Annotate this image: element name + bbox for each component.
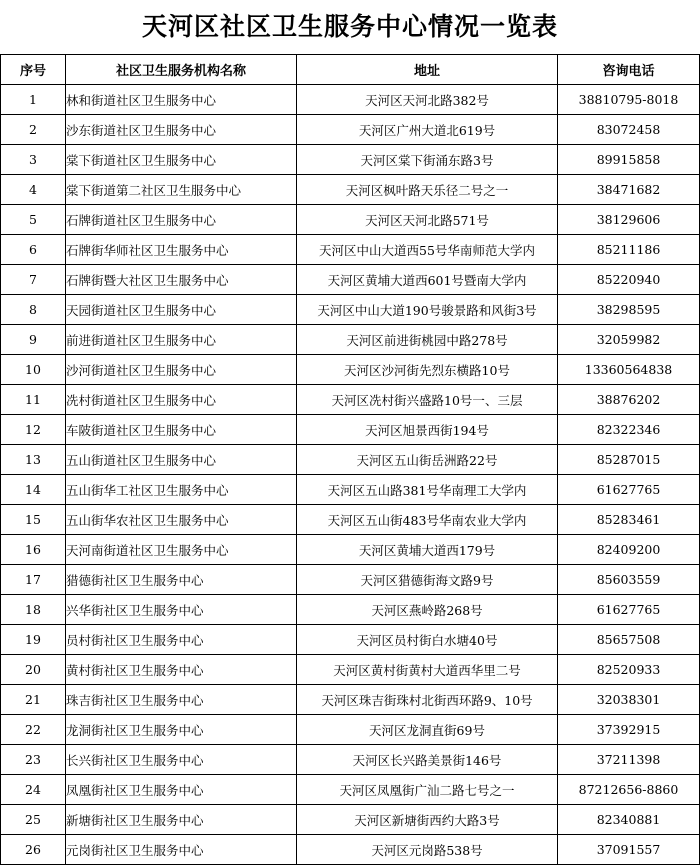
cell-no: 8 [1, 295, 66, 325]
cell-name: 车陂街道社区卫生服务中心 [66, 415, 297, 445]
cell-name: 天园街道社区卫生服务中心 [66, 295, 297, 325]
table-row [1, 235, 700, 265]
cell-phone: 85283461 [558, 505, 700, 535]
cell-phone: 38810795-8018 [558, 85, 700, 115]
cell-address: 天河区龙洞直街69号 [297, 715, 558, 745]
cell-address: 天河区冼村街兴盛路10号一、三层 [297, 385, 558, 415]
cell-no: 3 [1, 145, 66, 175]
cell-phone: 87212656-8860 [558, 775, 700, 805]
cell-phone: 89915858 [558, 145, 700, 175]
cell-name: 沙河街道社区卫生服务中心 [66, 355, 297, 385]
cell-address: 天河区黄埔大道西601号暨南大学内 [297, 265, 558, 295]
cell-name: 兴华街社区卫生服务中心 [66, 595, 297, 625]
cell-phone: 85603559 [558, 565, 700, 595]
cell-phone: 32038301 [558, 685, 700, 715]
cell-name: 员村街社区卫生服务中心 [66, 625, 297, 655]
cell-name: 新塘街社区卫生服务中心 [66, 805, 297, 835]
cell-address: 天河区黄村街黄村大道西华里二号 [297, 655, 558, 685]
cell-phone: 38129606 [558, 205, 700, 235]
cell-name: 石牌街华师社区卫生服务中心 [66, 235, 297, 265]
header-phone: 咨询电话 [558, 55, 700, 85]
table-row [1, 205, 700, 235]
table-row [1, 565, 700, 595]
table-row [1, 745, 700, 775]
cell-phone: 82520933 [558, 655, 700, 685]
cell-name: 五山街华工社区卫生服务中心 [66, 475, 297, 505]
cell-no: 19 [1, 625, 66, 655]
cell-name: 凤凰街社区卫生服务中心 [66, 775, 297, 805]
cell-no: 6 [1, 235, 66, 265]
cell-address: 天河区猎德街海文路9号 [297, 565, 558, 595]
cell-phone: 38471682 [558, 175, 700, 205]
table-row [1, 595, 700, 625]
cell-address: 天河区棠下街涌东路3号 [297, 145, 558, 175]
cell-address: 天河区沙河街先烈东横路10号 [297, 355, 558, 385]
cell-address: 天河区元岗路538号 [297, 835, 558, 865]
cell-name: 猎德街社区卫生服务中心 [66, 565, 297, 595]
cell-phone: 85657508 [558, 625, 700, 655]
table-row [1, 265, 700, 295]
cell-name: 黄村街社区卫生服务中心 [66, 655, 297, 685]
cell-address: 天河区天河北路571号 [297, 205, 558, 235]
cell-phone: 85287015 [558, 445, 700, 475]
cell-no: 24 [1, 775, 66, 805]
table-row [1, 625, 700, 655]
table-row [1, 775, 700, 805]
cell-name: 元岗街社区卫生服务中心 [66, 835, 297, 865]
cell-phone: 83072458 [558, 115, 700, 145]
cell-name: 冼村街道社区卫生服务中心 [66, 385, 297, 415]
cell-no: 10 [1, 355, 66, 385]
table-row [1, 175, 700, 205]
cell-name: 天河南街道社区卫生服务中心 [66, 535, 297, 565]
cell-name: 沙东街道社区卫生服务中心 [66, 115, 297, 145]
cell-no: 26 [1, 835, 66, 865]
cell-name: 长兴街社区卫生服务中心 [66, 745, 297, 775]
cell-phone: 61627765 [558, 595, 700, 625]
cell-phone: 38298595 [558, 295, 700, 325]
cell-phone: 32059982 [558, 325, 700, 355]
cell-address: 天河区广州大道北619号 [297, 115, 558, 145]
cell-phone: 82409200 [558, 535, 700, 565]
cell-no: 15 [1, 505, 66, 535]
table-row [1, 685, 700, 715]
cell-address: 天河区旭景西街194号 [297, 415, 558, 445]
cell-no: 17 [1, 565, 66, 595]
cell-no: 11 [1, 385, 66, 415]
cell-phone: 37091557 [558, 835, 700, 865]
cell-name: 棠下街道第二社区卫生服务中心 [66, 175, 297, 205]
cell-phone: 38876202 [558, 385, 700, 415]
table-body [1, 85, 700, 865]
table-row [1, 835, 700, 865]
cell-no: 23 [1, 745, 66, 775]
cell-no: 5 [1, 205, 66, 235]
cell-phone: 85211186 [558, 235, 700, 265]
cell-no: 16 [1, 535, 66, 565]
cell-no: 2 [1, 115, 66, 145]
table-row [1, 535, 700, 565]
cell-phone: 37211398 [558, 745, 700, 775]
table-row [1, 115, 700, 145]
table-row [1, 805, 700, 835]
cell-address: 天河区珠吉街珠村北街西环路9、10号 [297, 685, 558, 715]
cell-phone: 13360564838 [558, 355, 700, 385]
header-name: 社区卫生服务机构名称 [66, 55, 297, 85]
cell-phone: 85220940 [558, 265, 700, 295]
cell-name: 前进街道社区卫生服务中心 [66, 325, 297, 355]
cell-address: 天河区中山大道190号骏景路和风街3号 [297, 295, 558, 325]
cell-address: 天河区长兴路美景街146号 [297, 745, 558, 775]
cell-no: 13 [1, 445, 66, 475]
cell-address: 天河区五山路381号华南理工大学内 [297, 475, 558, 505]
cell-address: 天河区天河北路382号 [297, 85, 558, 115]
cell-address: 天河区员村街白水塘40号 [297, 625, 558, 655]
cell-address: 天河区中山大道西55号华南师范大学内 [297, 235, 558, 265]
health-center-table [0, 54, 700, 865]
cell-phone: 37392915 [558, 715, 700, 745]
cell-name: 棠下街道社区卫生服务中心 [66, 145, 297, 175]
table-row [1, 475, 700, 505]
cell-address: 天河区凤凰街广汕二路七号之一 [297, 775, 558, 805]
header-no: 序号 [1, 55, 66, 85]
cell-name: 林和街道社区卫生服务中心 [66, 85, 297, 115]
cell-no: 9 [1, 325, 66, 355]
cell-address: 天河区五山街岳洲路22号 [297, 445, 558, 475]
header-address: 地址 [297, 55, 558, 85]
cell-address: 天河区燕岭路268号 [297, 595, 558, 625]
cell-no: 1 [1, 85, 66, 115]
table-row [1, 85, 700, 115]
table-row [1, 325, 700, 355]
cell-phone: 82340881 [558, 805, 700, 835]
cell-name: 龙洞街社区卫生服务中心 [66, 715, 297, 745]
header-row [1, 55, 700, 85]
cell-no: 7 [1, 265, 66, 295]
cell-no: 14 [1, 475, 66, 505]
cell-address: 天河区黄埔大道西179号 [297, 535, 558, 565]
cell-no: 20 [1, 655, 66, 685]
table-row [1, 655, 700, 685]
cell-address: 天河区前进街桃园中路278号 [297, 325, 558, 355]
table-row [1, 145, 700, 175]
cell-address: 天河区新塘街西约大路3号 [297, 805, 558, 835]
table-row [1, 355, 700, 385]
cell-address: 天河区五山街483号华南农业大学内 [297, 505, 558, 535]
cell-name: 珠吉街社区卫生服务中心 [66, 685, 297, 715]
cell-no: 18 [1, 595, 66, 625]
table-row [1, 385, 700, 415]
table-row [1, 715, 700, 745]
table-row [1, 295, 700, 325]
cell-name: 五山街华农社区卫生服务中心 [66, 505, 297, 535]
table-title: 天河区社区卫生服务中心情况一览表 [141, 12, 558, 41]
cell-no: 22 [1, 715, 66, 745]
cell-name: 石牌街道社区卫生服务中心 [66, 205, 297, 235]
table-row [1, 445, 700, 475]
table-row [1, 415, 700, 445]
cell-phone: 61627765 [558, 475, 700, 505]
cell-phone: 82322346 [558, 415, 700, 445]
cell-name: 五山街道社区卫生服务中心 [66, 445, 297, 475]
table-row [1, 505, 700, 535]
cell-address: 天河区枫叶路天乐径二号之一 [297, 175, 558, 205]
cell-name: 石牌街暨大社区卫生服务中心 [66, 265, 297, 295]
cell-no: 25 [1, 805, 66, 835]
cell-no: 21 [1, 685, 66, 715]
cell-no: 12 [1, 415, 66, 445]
cell-no: 4 [1, 175, 66, 205]
